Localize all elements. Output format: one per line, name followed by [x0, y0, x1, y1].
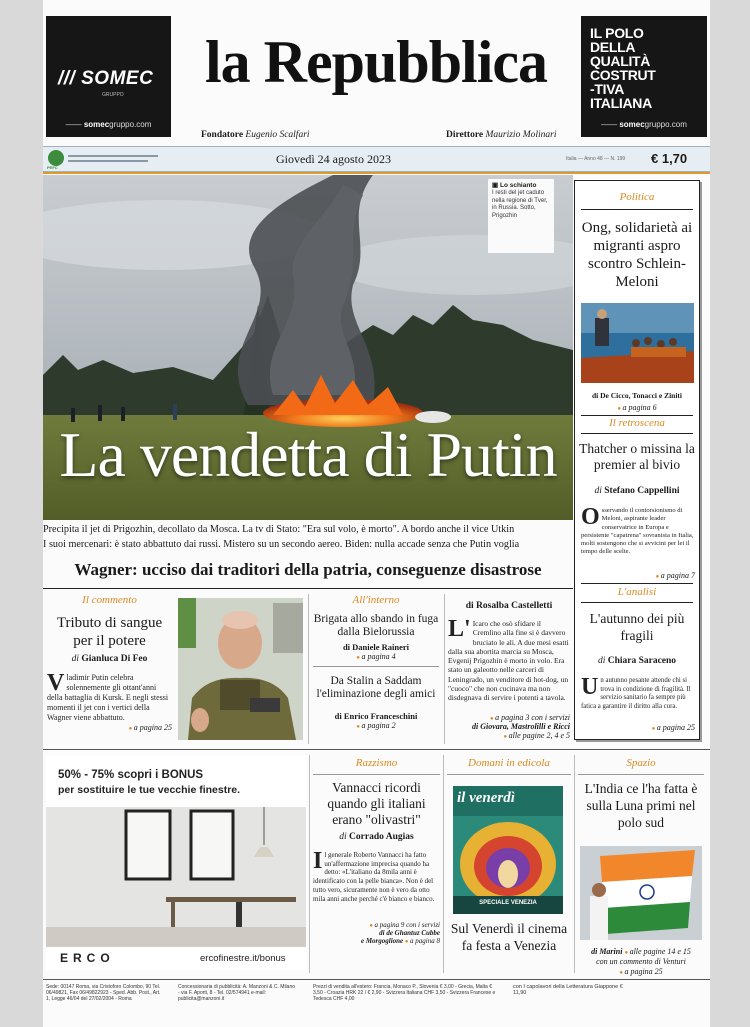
somec-right-url: —— somecgruppo.com [601, 120, 687, 129]
section-divider [43, 749, 710, 750]
edicola-kicker: Domani in edicola [468, 757, 550, 769]
razzismo-divider [313, 774, 440, 775]
razzismo-article[interactable] [313, 757, 440, 945]
erco-brand: ERCO [60, 951, 115, 965]
spazio-ref-2: con un commento di Venturi [596, 957, 686, 966]
analisi-title[interactable]: L'autunno dei più fragili [589, 611, 685, 643]
hero-caption-title: ▣ Lo schianto [492, 182, 537, 189]
castelletti-body: L' Icaro che osò sfidare il Cremlino alla fine si è davvero bruciato le ali. A due mesi esatti dalla sua abortita marcia su Mosca, Evgenij Prigozhin è morto in volo. Era stato un galeotto nelle carceri di Leningrado, un venditore di hot-dog, un "cuoco" che non cucinava ma non disdegnava di servire i potenti a tavola. [448, 619, 569, 703]
price-note: Italia — Anno 48 — N. 199 [566, 156, 626, 162]
somec-left-ad[interactable] [46, 16, 171, 137]
footer-col-1: Sede: 00147 Roma, via Cristoforo Colombo, 90 Tel. 06/49821, Fax 06/49822923 - Sped. Abb. Post., Art. 1, Legge 46/04 del 27/02/2004 - Roma [46, 984, 161, 1002]
footer-divider [43, 979, 710, 980]
footer-col-2: Concessionaria di pubblicità: A. Manzoni & C. Milano - via F. Aporti, 8 - Tel. 02/574941 e-mail: publicita@manzoni.it [178, 984, 296, 1002]
lead-summary-2: I suoi mercenari: è stato abbattuto dai russi. Mistero su un secondo aereo. Biden: nulla accade senza che Putin voglia [43, 539, 520, 550]
migrants-photo [581, 303, 694, 383]
footer-col-3: Prezzi di vendita all'estero: Francia, Monaco P., Slovenia € 3,00 - Grecia, Malta € 3,50 - Croazia HRK 22 / € 2,90 - Svizzera Italiana CHF 3,50 - Svizzera Francese e Tedesca CHF 4,00 [313, 984, 496, 1002]
sidebar-divider [581, 415, 693, 416]
venerdi-cover-line: SPECIALE VENEZIA [479, 900, 537, 906]
lead-headline[interactable]: La vendetta di Putin [59, 419, 557, 490]
column-divider [574, 755, 575, 973]
retroscena-ref[interactable]: ● a pagina 7 [581, 571, 695, 580]
commento-ref[interactable]: ● a pagina 25 [47, 723, 172, 732]
issue-date: Giovedì 24 agosto 2023 [276, 152, 391, 166]
date-band-accent [43, 172, 710, 174]
column-divider [308, 594, 309, 744]
sidebar-divider [581, 583, 693, 584]
right-ad-line: IL POLO [590, 25, 644, 41]
castelletti-ref-2: di Giovara, Mastrolilli e Ricci [472, 722, 570, 731]
india-flag-photo [580, 846, 702, 940]
right-ad-line: DELLA [590, 39, 636, 55]
interno-title-1[interactable]: Brigata allo sbando in fuga dalla Bielorussia [313, 613, 439, 638]
interno-box [313, 594, 439, 730]
spazio-divider [578, 774, 704, 775]
pefc-note [68, 155, 158, 157]
interno-divider [313, 666, 439, 667]
right-ad-line: ITALIANA [590, 95, 652, 111]
commento-title: Tributo di sangue per il potere [56, 615, 163, 649]
edicola-title: Sul Venerdì il cinema fa festa a Venezia [450, 921, 568, 953]
politica-title[interactable]: Ong, solidarietà ai migranti aspro scontro Schlein-Meloni [581, 220, 693, 290]
prigozhin-photo [178, 598, 303, 740]
razzismo-byline: di Corrado Augias [339, 832, 414, 842]
razzismo-title: Vannacci ricordi quando gli italiani erano "olivastri" [327, 780, 426, 827]
column-divider [444, 594, 445, 744]
somec-logo-icon: /// [58, 68, 76, 89]
camera-icon: ▣ [492, 182, 499, 189]
castelletti-article[interactable] [448, 601, 570, 740]
razzismo-ref-2: di de Ghantuz Cubbe [379, 929, 440, 937]
newspaper-front-page [43, 0, 710, 1027]
analisi-kicker: L'analisi [617, 586, 657, 598]
interno-title-2[interactable]: Da Stalin a Saddam l'eliminazione degli amici [316, 675, 436, 700]
interno-ref-1[interactable]: ● a pagina 4 [313, 652, 439, 661]
erco-ad-photo [46, 807, 306, 947]
spazio-ref-1[interactable]: di Marini ● alle pagine 14 e 15 [578, 947, 704, 956]
edicola-box[interactable] [447, 757, 571, 953]
right-ad-line: COSTRUT [590, 67, 656, 83]
hero-caption-text: I resti del jet caduto nella regione di Tver, in Russia. Sotto, Prigozhin [492, 190, 548, 219]
retroscena-body: Osservando il contorsionismo di Meloni, aspirante leader conservatrice in Europa e persistente "capatrena" sovranista in Italia, molti sostengono che si avvicini per lei il tempo delle scelte. [581, 504, 694, 556]
castelletti-ref-1[interactable]: ● a pagina 3 con i servizi [448, 713, 570, 722]
castelletti-byline: di Rosalba Castelletti [465, 601, 553, 611]
spazio-article[interactable] [578, 757, 704, 976]
column-divider [443, 755, 444, 973]
retroscena-byline: di Stefano Cappellini [594, 486, 680, 496]
somec-brand: SOMEC [81, 68, 154, 89]
interno-byline-1: di Daniele Raineri [342, 642, 410, 652]
interno-kicker: All'interno [352, 594, 400, 606]
lead-subhead[interactable]: Wagner: ucciso dai traditori della patria, conseguenze disastrose [74, 560, 542, 579]
spazio-ref-3[interactable]: ● a pagina 25 [578, 967, 704, 976]
date-band [43, 146, 710, 172]
footer-col-4: con I capolavori della Letteratura Giappone € 11,90 [513, 984, 623, 996]
politica-ref[interactable]: ● a pagina 6 [575, 403, 699, 412]
sidebar-divider [581, 433, 693, 434]
somec-brand-sub: GRUPPO [102, 92, 124, 98]
razzismo-ref-1[interactable]: ● a pagina 9 con i servizi [313, 921, 440, 929]
column-divider [309, 755, 310, 973]
somec-right-ad[interactable] [581, 16, 707, 137]
politica-kicker: Politica [619, 191, 655, 203]
venerdi-logo: il venerdì [457, 790, 515, 806]
razzismo-ref-3[interactable]: e Morgoglione ● a pagina 8 [313, 937, 440, 945]
spazio-title: L'India ce l'ha fatta è sulla Luna primi nel polo sud [584, 781, 698, 830]
masthead-title: la Repubblica [204, 29, 548, 95]
commento-byline: di Gianluca Di Feo [71, 654, 148, 664]
politica-byline: di De Cicco, Tonacci e Ziniti [592, 391, 682, 400]
castelletti-ref-3[interactable]: ● alle pagine 2, 4 e 5 [448, 731, 570, 740]
pefc-label: PEFC [47, 165, 58, 170]
right-ad-line: -TIVA [590, 81, 625, 97]
sidebar-divider [581, 209, 693, 210]
right-ad-line: QUALITÀ [590, 53, 651, 69]
lead-summary-1: Precipita il jet di Prigozhin, decollato da Mosca. La tv di Stato: "Era sul volo, è morto". A bordo anche il vice Utkin [43, 524, 515, 535]
venerdi-cover [453, 786, 563, 914]
commento-article[interactable] [47, 594, 172, 732]
razzismo-kicker: Razzismo [355, 757, 398, 769]
somec-left-url: —— somecgruppo.com [65, 120, 152, 129]
analisi-ref[interactable]: ● a pagina 25 [581, 723, 695, 732]
erco-ad[interactable] [46, 755, 306, 970]
section-divider [43, 588, 573, 589]
interno-ref-2[interactable]: ● a pagina 2 [313, 721, 439, 730]
erco-ad-line-1: 50% - 75% scopri i BONUS [58, 769, 204, 781]
issue-price: € 1,70 [651, 151, 688, 166]
pefc-note [68, 160, 148, 162]
director-line: Direttore Maurizio Molinari [446, 130, 557, 140]
razzismo-body: Il generale Roberto Vannacci ha fatto un'affermazione imprecisa quando ha detto: «L'italiano da 8mila anni è identificato con la pelle bianca». Non è del tutto vero, sicuramente non è vero da otto mila anni anche perché c'è bianco e bianco. [313, 851, 435, 903]
erco-url[interactable]: ercofinestre.it/bonus [200, 953, 286, 964]
commento-kicker: Il commento [82, 594, 137, 606]
commento-body: Vladimir Putin celebra solennemente gli ottant'anni della battaglia di Kursk. E negli stessi momenti il jet con i vertici della Wagner viene abbattuto. [47, 670, 169, 722]
analisi-byline: di Chiara Saraceno [597, 656, 677, 666]
retroscena-kicker: Il retroscena [609, 417, 665, 429]
edicola-divider [447, 774, 571, 775]
interno-byline-2: di Enrico Franceschini [334, 711, 418, 721]
pefc-logo-icon [48, 150, 64, 166]
erco-ad-line-2: per sostituire le tue vecchie finestre. [58, 784, 241, 796]
hero-caption-box [488, 179, 554, 253]
retroscena-title[interactable]: Thatcher o missina la premier al bivio [579, 441, 695, 472]
sidebar-divider [581, 602, 693, 603]
spazio-kicker: Spazio [626, 757, 656, 769]
right-sidebar [574, 180, 700, 740]
analisi-body: Un autunno pesante attende chi si trova in condizione di fragilità. Il servizio sanitario fa sempre più fatica a garantire il diritto alla cura. [581, 674, 691, 710]
founder-line: Fondatore Eugenio Scalfari [201, 130, 310, 140]
